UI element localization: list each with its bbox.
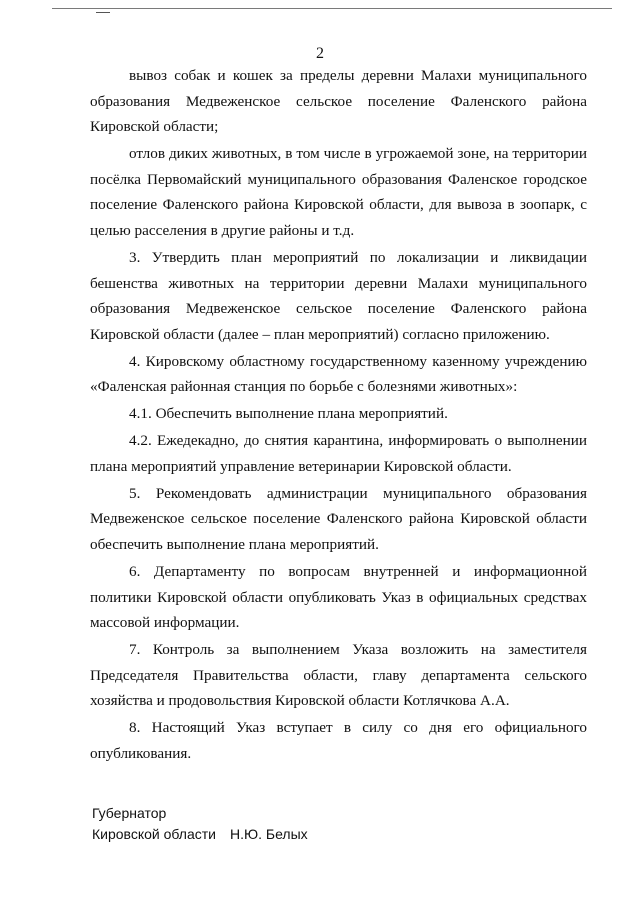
top-border-line	[52, 8, 612, 9]
paragraph-item-7: 7. Контроль за выполнением Указа возложить на заместителя Председателя Правительства области, главу департамента сельского хозяйства и продовольствия Кировской области Котлячкова А.А.	[90, 641, 587, 710]
paragraph-item-4: 4. Кировскому областному государственному казенному учреждению «Фаленская районная станция по борьбе с болезнями животных»:	[90, 352, 587, 396]
paragraph-item-4-2: 4.2. Ежедекадно, до снятия карантина, информировать о выполнении плана мероприятий управление ветеринарии Кировской области.	[90, 432, 587, 475]
document-body	[90, 63, 587, 767]
signature-block	[92, 803, 308, 845]
paragraph-item-6: 6. Департаменту по вопросам внутренней и информационной политики Кировской области опубликовать Указ в официальных средствах массовой информации.	[90, 563, 587, 632]
paragraph-item-4-1: 4.1. Обеспечить выполнение плана мероприятий.	[129, 405, 448, 423]
paragraph-item-8: 8. Настоящий Указ вступает в силу со дня его официального опубликования.	[90, 719, 587, 762]
paragraph-item-5: 5. Рекомендовать администрации муниципального образования Медвеженское сельское поселение Фаленского района Кировской области обеспечить выполнение плана мероприятий.	[90, 484, 587, 554]
paragraph-wild-animal-capture: отлов диких животных, в том числе в угрожаемой зоне, на территории посёлка Первомайский муниципального образования Фаленское городское поселение Фаленского района Кировской области, для вывоза в зоопарк, с целью расселения в другие районы и т.д.	[90, 145, 587, 239]
signature-title: Губернатор	[92, 805, 167, 821]
signature-name: Н.Ю. Белых	[229, 826, 308, 842]
signature-region: Кировской области	[92, 826, 216, 842]
paragraph-item-3: 3. Утвердить план мероприятий по локализации и ликвидации бешенства животных на территории деревни Малахи муниципального образования Медвеженское сельское поселение Фаленского района Кировской области (далее – план мероприятий) согласно приложению.	[90, 248, 587, 343]
paragraph-removal-of-pets: вывоз собак и кошек за пределы деревни Малахи муниципального образования Медвеженское сельское поселение Фаленского района Кировской области;	[90, 67, 587, 136]
page-number: 2	[316, 45, 324, 62]
top-border-mark	[96, 12, 110, 13]
signature-line	[92, 824, 308, 845]
